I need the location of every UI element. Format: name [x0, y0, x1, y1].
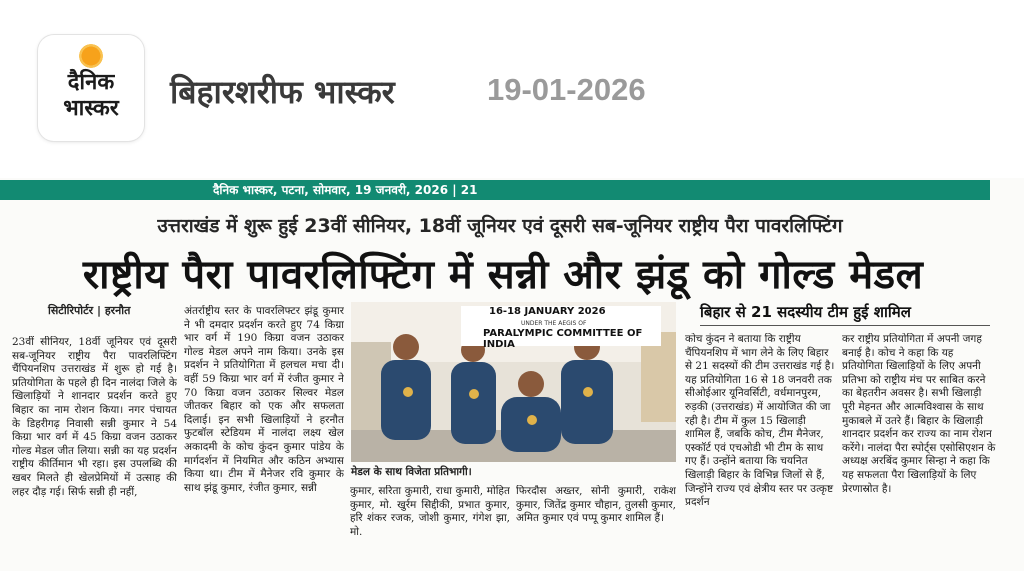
edition-title[interactable]: बिहारशरीफ भास्कर	[170, 73, 395, 111]
article-headline: राष्ट्रीय पैरा पावरलिफ्टिंग में सन्नी और झंडू को गोल्ड मेडल	[82, 252, 924, 298]
banner-subtitle: UNDER THE AEGIS OF	[521, 320, 587, 327]
banner-organizer: PARALYMPIC COMMITTEE OF INDIA	[483, 328, 643, 350]
dainik-bhaskar-logo[interactable]	[38, 35, 144, 141]
article-column-1: 23वीं सीनियर, 18वीं जूनियर एवं दूसरी सब-जूनियर राष्ट्रीय पैरा पावरलिफ्टिंग चैंपियनशिप उत्तराखंड में शुरू हो गई है। प्रतियोगिता के पहले ही दिन नालंदा जिले के खिलाड़ियों ने शानदार प्रदर्शन करते हुए बिहार का नाम रोशन किया। नगर पंचायत के डिहरीगढ़ निवासी सन्नी कुमार ने 54 किग्रा भार वर्ग में 45 किग्रा वजन उठाकर गोल्ड मेडल जीत लिया। सन्नी का यह प्रदर्शन राष्ट्रीय कीर्तिमान भी रहा। इस उपलब्धि की खबर मिलते ही खेलप्रेमियों में उत्साह की लहर दौड़ गई। सिर्फ सन्नी ही नहीं,	[12, 336, 177, 498]
sidebar-heading: बिहार से 21 सदस्यीय टीम हुई शामिल	[700, 302, 990, 326]
edition-date[interactable]: 19-01-2026	[487, 72, 646, 107]
photo-caption: मेडल के साथ विजेता प्रतिभागी।	[351, 466, 472, 478]
app-header	[0, 0, 1024, 178]
logo-text-line2: भास्कर	[63, 96, 119, 121]
sun-icon	[79, 44, 103, 68]
article-supertitle: उत्तराखंड में शुरू हुई 23वीं सीनियर, 18वीं जूनियर एवं दूसरी सब-जूनियर राष्ट्रीय पैरा पावरलिफ्टिंग	[157, 215, 843, 237]
page-folio: दैनिक भास्कर, पटना, सोमवार, 19 जनवरी, 2026 | 21	[213, 183, 478, 197]
article-column-2: अंतर्राष्ट्रीय स्तर के पावरलिफ्टर झंडू कुमार ने भी दमदार प्रदर्शन करते हुए 74 किग्रा भार वर्ग में 190 किग्रा वजन उठाकर गोल्ड मेडल अपने नाम किया। उनके इस प्रदर्शन ने प्रतियोगिता में हलचल मचा दी। वहीं 59 किग्रा भार वर्ग में रंजीत कुमार ने 70 किग्रा वजन उठाकर सिल्वर मेडल जीतकर बिहार को एक और सफलता दिलाई। इन सभी खिलाड़ियों ने हरनौत फुटबॉल स्टेडियम में नालंदा लक्ष्य खेल अकादमी के कोच कुंदन कुमार पांडेय के मार्गदर्शन में नियमित और कठिन अभ्यास किया था। टीम में मैनेजर रवि कुमार के साथ झंडू कुमार, रंजीत कुमार, सन्नी	[184, 305, 344, 494]
banner-dates: 16-18 JANUARY 2026	[489, 306, 606, 317]
sidebar-column-1: कोच कुंदन ने बताया कि राष्ट्रीय चैंपियनशिप में भाग लेने के लिए बिहार से 21 सदस्यों की टीम उत्तराखंड गई है। यह प्रतियोगिता 16 से 18 जनवरी तक सीओईआर यूनिवर्सिटी, वर्धमानपुरम, रुड़की (उत्तराखंड) में आयोजित की जा रही है। टीम में कुल 15 खिलाड़ी शामिल हैं, जबकि कोच, टीम मैनेजर, एस्कॉर्ट एवं एचओडी भी टीम के साथ गए हैं। उन्होंने बताया कि चयनित खिलाड़ी बिहार के विभिन्न जिलों से हैं, जिन्होंने राज्य एवं क्षेत्रीय स्तर पर उत्कृष्ट प्रदर्शन	[685, 333, 835, 509]
article-byline: सिटीरिपोर्टर | हरनौत	[48, 304, 131, 317]
article-column-4: फिरदौस अख्तर, सोनी कुमारी, राकेश कुमार, जितेंद्र कुमार चौहान, तुलसी कुमार, अमित कुमार एवं पप्पू कुमार शामिल हैं।	[516, 485, 676, 525]
logo-text-line1: दैनिक	[67, 70, 115, 95]
sidebar-column-2: कर राष्ट्रीय प्रतियोगिता में अपनी जगह बनाई है। कोच ने कहा कि यह प्रतियोगिता खिलाड़ियों के लिए अपनी प्रतिभा को राष्ट्रीय मंच पर साबित करने का बेहतरीन अवसर है। सभी खिलाड़ी पूरी मेहनत और आत्मविश्वास के साथ मुकाबले में उतरे हैं। बिहार के खिलाड़ी शानदार प्रदर्शन कर राज्य का नाम रोशन करेंगे। नालंदा पैरा स्पोर्ट्स एसोसिएशन के अध्यक्ष अरबिंद कुमार सिन्हा ने कहा कि यह सफलता पैरा खिलाड़ियों के लिए प्रेरणास्रोत है।	[842, 333, 996, 495]
winners-photo	[351, 302, 676, 462]
article-column-3: कुमार, सरिता कुमारी, राधा कुमारी, मोहित कुमार, मो. खुर्रम सिद्दीकी, प्रभात कुमार, हरि शंकर रजक, जोशी कुमार, गंगेश झा, मो.	[350, 485, 510, 538]
photo-event-banner	[461, 306, 661, 350]
page-folio-band	[0, 180, 990, 200]
